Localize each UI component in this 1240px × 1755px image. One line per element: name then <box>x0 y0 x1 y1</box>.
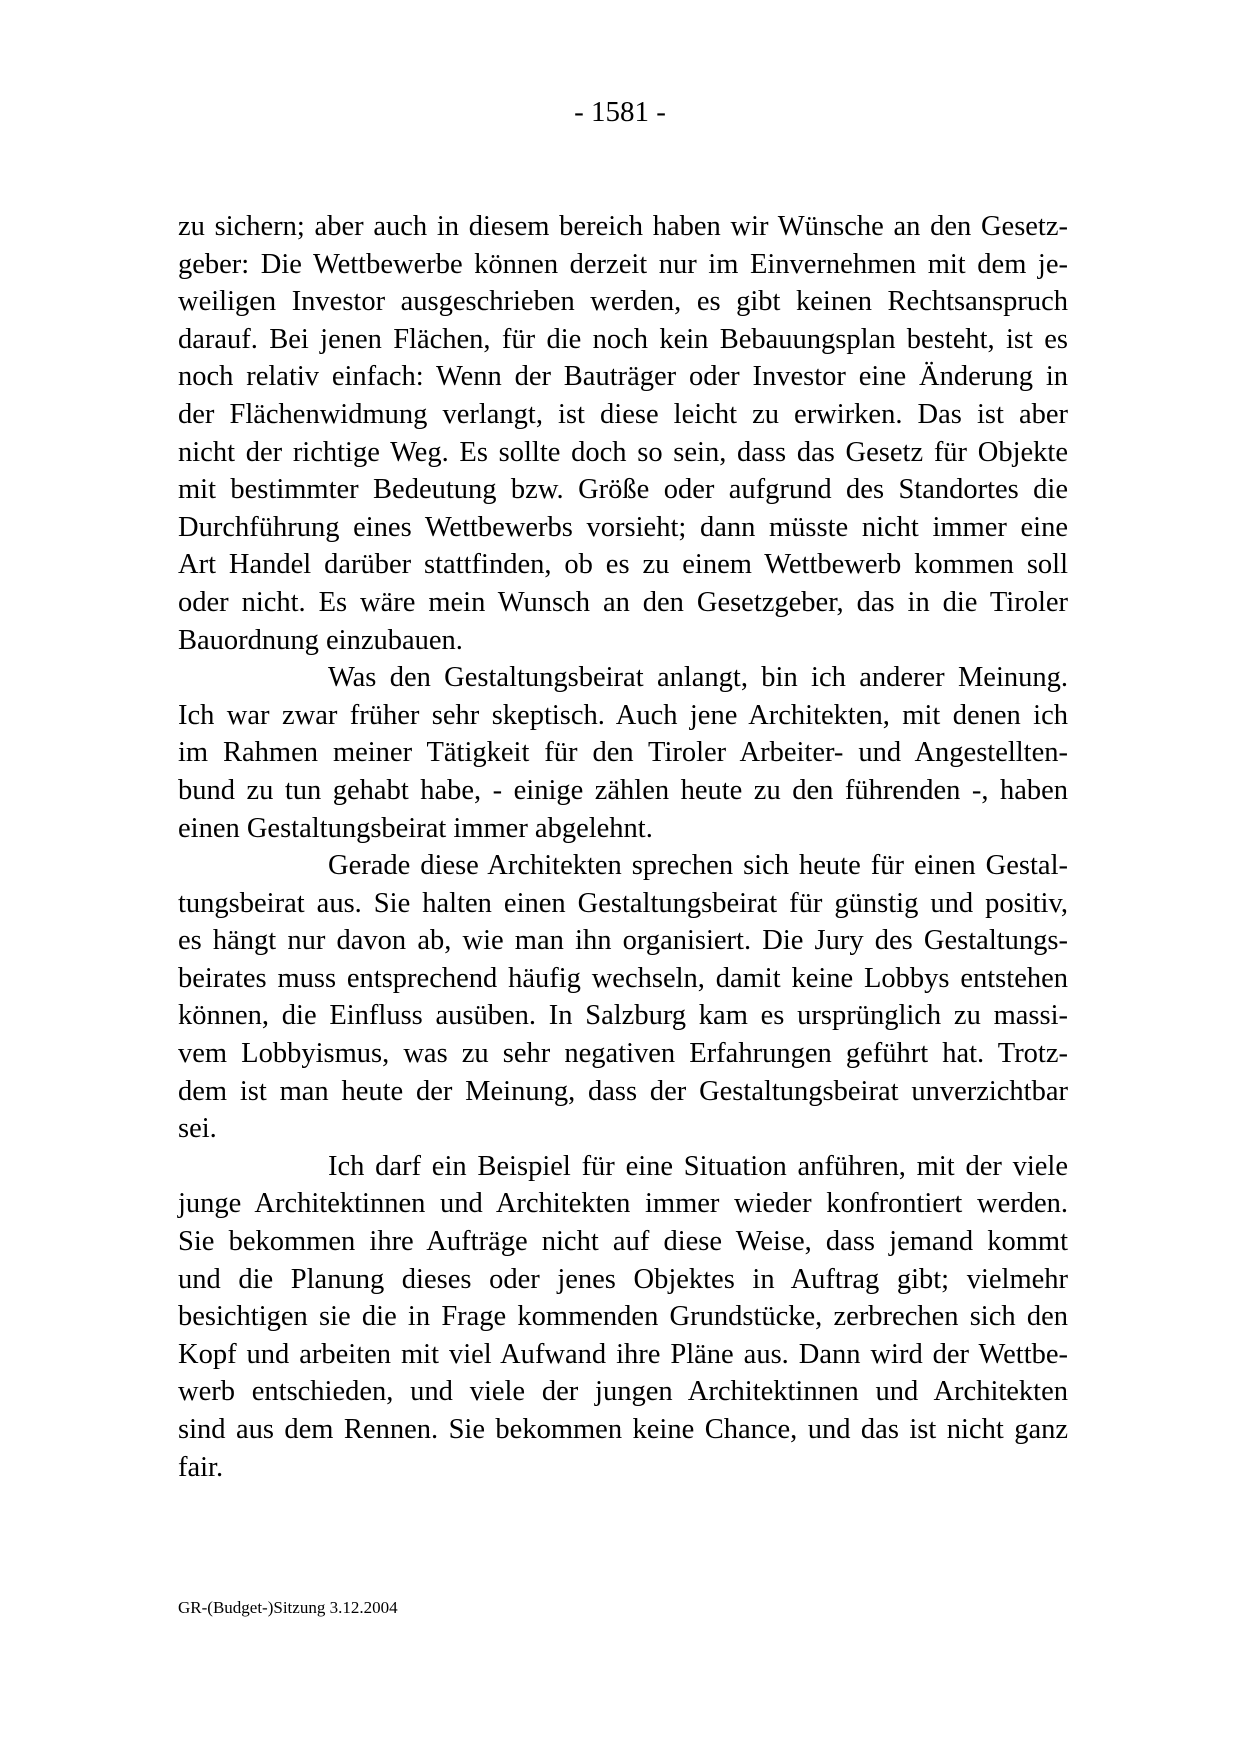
paragraph-end-line: fair. <box>178 1451 224 1483</box>
text-line: darauf. Bei jenen Flächen, für die noch kein Bebauungsplan besteht, ist es <box>178 323 1068 355</box>
paragraph-end-line: sei. <box>178 1113 217 1145</box>
text-line: Durchführung eines Wettbewerbs vorsieht; dann müsste nicht immer eine <box>178 511 1068 543</box>
text-line: beirates muss entsprechend häufig wechseln, damit keine Lobbys entstehen <box>178 962 1068 994</box>
text-line: Sie bekommen ihre Aufträge nicht auf diese Weise, dass jemand kommt <box>178 1226 1068 1258</box>
text-line: junge Architektinnen und Architekten immer wieder konfrontiert werden. <box>178 1188 1068 1220</box>
text-line: noch relativ einfach: Wenn der Bauträger oder Investor eine Änderung in <box>178 361 1068 393</box>
text-line: sind aus dem Rennen. Sie bekommen keine Chance, und das ist nicht ganz <box>178 1414 1068 1445</box>
text-line: zu sichern; aber auch in diesem bereich haben wir Wünsche an den Gesetz- <box>178 211 1068 242</box>
text-line: werb entschieden, und viele der jungen Architektinnen und Architekten <box>178 1376 1068 1408</box>
paragraph-start-line: Ich darf ein Beispiel für eine Situation anführen, mit der viele <box>328 1150 1068 1182</box>
text-line: weiligen Investor ausgeschrieben werden, es gibt keinen Rechtsanspruch <box>178 286 1068 318</box>
text-line: geber: Die Wettbewerbe können derzeit nur im Einvernehmen mit dem je- <box>178 248 1068 280</box>
text-line: Art Handel darüber stattfinden, ob es zu einem Wettbewerb kommen soll <box>178 549 1068 581</box>
text-line: Kopf und arbeiten mit viel Aufwand ihre Pläne aus. Dann wird der Wettbe- <box>178 1338 1068 1370</box>
paragraph-start-line: Gerade diese Architekten sprechen sich heute für einen Gestal- <box>328 850 1068 882</box>
text-line: tungsbeirat aus. Sie halten einen Gestaltungsbeirat für günstig und positiv, <box>178 887 1068 919</box>
body-text <box>178 208 1068 1486</box>
text-line: oder nicht. Es wäre mein Wunsch an den Gesetzgeber, das in die Tiroler <box>178 586 1068 618</box>
paragraph-start-line: Was den Gestaltungsbeirat anlangt, bin ich anderer Meinung. <box>328 662 1068 694</box>
paragraph-end-line: einen Gestaltungsbeirat immer abgelehnt. <box>178 812 653 844</box>
footer-session-label: GR-(Budget-)Sitzung 3.12.2004 <box>178 1598 398 1617</box>
text-line: bund zu tun gehabt habe, - einige zählen heute zu den führenden -, haben <box>178 774 1068 806</box>
text-line: mit bestimmter Bedeutung bzw. Größe oder aufgrund des Standortes die <box>178 474 1068 506</box>
text-line: im Rahmen meiner Tätigkeit für den Tiroler Arbeiter- und Angestellten- <box>178 737 1068 769</box>
text-line: besichtigen sie die in Frage kommenden Grundstücke, zerbrechen sich den <box>178 1301 1068 1333</box>
text-line: vem Lobbyismus, was zu sehr negativen Erfahrungen geführt hat. Trotz- <box>178 1038 1068 1070</box>
text-line: der Flächenwidmung verlangt, ist diese leicht zu erwirken. Das ist aber <box>178 398 1068 430</box>
text-line: es hängt nur davon ab, wie man ihn organisiert. Die Jury des Gestaltungs- <box>178 925 1068 957</box>
text-line: können, die Einfluss ausüben. In Salzburg kam es ursprünglich zu massi- <box>178 1000 1068 1032</box>
text-line: nicht der richtige Weg. Es sollte doch so sein, dass das Gesetz für Objekte <box>178 436 1068 468</box>
text-line: Ich war zwar früher sehr skeptisch. Auch jene Architekten, mit denen ich <box>178 699 1068 731</box>
text-line: und die Planung dieses oder jenes Objektes in Auftrag gibt; vielmehr <box>178 1263 1068 1295</box>
page-number: - 1581 - <box>574 96 666 128</box>
text-line: dem ist man heute der Meinung, dass der Gestaltungsbeirat unverzichtbar <box>178 1075 1068 1107</box>
paragraph-end-line: Bauordnung einzubauen. <box>178 624 463 656</box>
